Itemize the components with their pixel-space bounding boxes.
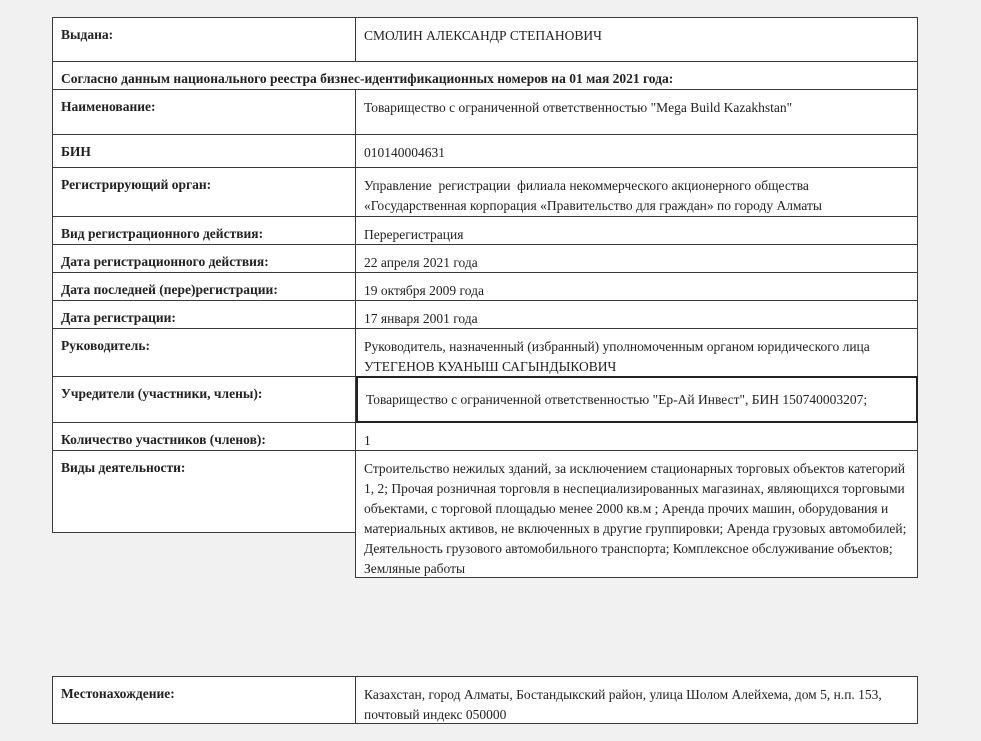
value-name: Товарищество с ограниченной ответственностью "Mega Build Kazakhstan" [364, 100, 793, 115]
label-issued: Выдана: [53, 18, 356, 61]
label-name: Наименование: [53, 90, 356, 134]
registry-heading: Согласно данным национального реестра бизнес-идентификационных номеров на 01 мая 2021 года: [61, 71, 674, 86]
row-location [52, 676, 918, 724]
label-last-reregistration: Дата последней (пере)регистрации: [53, 273, 356, 300]
value-registering-authority-line1: Управление регистрации филиала некоммерческого акционерного общества [364, 178, 809, 193]
row-last-reregistration [52, 273, 918, 301]
value-registration-action: Перерегистрация [364, 227, 464, 242]
value-registering-authority-line2: «Государственная корпорация «Правительство для граждан» по городу Алматы [364, 198, 822, 213]
value-registering-authority [356, 168, 917, 222]
row-founders [52, 377, 918, 423]
row-registration-action-date [52, 245, 918, 273]
label-participants-count: Количество участников (членов): [53, 423, 356, 450]
label-activities: Виды деятельности: [52, 451, 356, 533]
value-location: Казахстан, город Алматы, Бостандыкский район, улица Шолом Алейхема, дом 5, н.п. 153, почтовый индекс 050000 [364, 687, 882, 722]
row-director [52, 329, 918, 377]
value-director-line1: Руководитель, назначенный (избранный) уполномоченным органом юридического лица [364, 339, 870, 354]
value-director [356, 329, 917, 383]
value-last-reregistration: 19 октября 2009 года [364, 283, 484, 298]
value-founders: Товарищество с ограниченной ответственностью "Ер-Ай Инвест", БИН 150740003207; [356, 376, 918, 423]
value-registration-date: 17 января 2001 года [364, 311, 478, 326]
value-registration-action-date: 22 апреля 2021 года [364, 255, 478, 270]
value-bin: 010140004631 [364, 145, 445, 160]
label-director: Руководитель: [53, 329, 356, 376]
row-registry-heading [52, 62, 918, 90]
value-issued: СМОЛИН АЛЕКСАНДР СТЕПАНОВИЧ [364, 28, 602, 43]
label-founders: Учредители (участники, члены): [53, 377, 356, 422]
label-location: Местонахождение: [53, 677, 356, 723]
row-participants-count [52, 423, 918, 451]
label-registering-authority: Регистрирующий орган: [53, 168, 356, 216]
value-participants-count: 1 [364, 433, 371, 448]
row-issued [52, 17, 918, 62]
row-name [52, 90, 918, 135]
label-registration-action: Вид регистрационного действия: [53, 217, 356, 244]
value-activities: Строительство нежилых зданий, за исключением стационарных торговых объектов категорий 1, 2; Прочая розничная торговля в неспециализированных магазинах, являющихся торговыми объектами, с торговой площадью менее 2000 кв.м ; Аренда прочих машин, оборудования и материальных активов, не включенных в другие группировки; Аренда грузовых автомобилей; Деятельность грузового автомобильного транспорта; Комплексное обслуживание объектов; Земляные работы [355, 451, 918, 578]
row-registering-authority [52, 168, 918, 217]
label-registration-date: Дата регистрации: [53, 301, 356, 328]
registry-certificate [52, 17, 918, 578]
value-director-line2: УТЕГЕНОВ КУАНЫШ САГЫНДЫКОВИЧ [364, 359, 617, 374]
row-bin [52, 135, 918, 168]
label-registration-action-date: Дата регистрационного действия: [53, 245, 356, 272]
row-registration-action [52, 217, 918, 245]
row-registration-date [52, 301, 918, 329]
label-bin: БИН [53, 135, 356, 167]
row-activities [52, 451, 918, 578]
